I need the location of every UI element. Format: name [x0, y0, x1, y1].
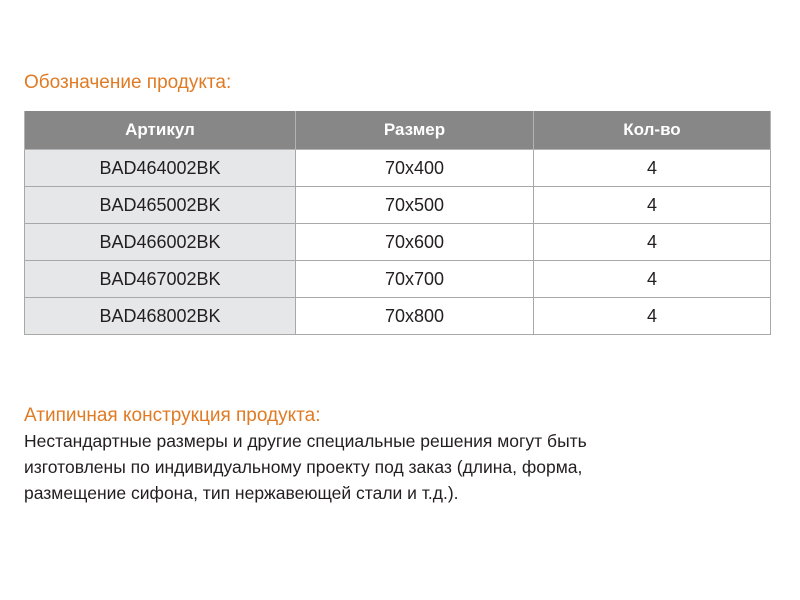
sku-cell: BAD464002BK: [25, 150, 296, 187]
qty-cell: 4: [534, 298, 771, 335]
atypical-design-title: Атипичная конструкция продукта:: [24, 405, 321, 426]
size-cell: 70x400: [296, 150, 534, 187]
qty-cell: 4: [534, 261, 771, 298]
sku-cell: BAD467002BK: [25, 261, 296, 298]
table-row: [25, 261, 771, 298]
qty-cell: 4: [534, 187, 771, 224]
size-cell: 70x800: [296, 298, 534, 335]
description-line: размещение сифона, тип нержавеющей стали и т.д.).: [24, 483, 459, 503]
table-row: [25, 150, 771, 187]
size-cell: 70x700: [296, 261, 534, 298]
qty-cell: 4: [534, 150, 771, 187]
atypical-design-description: [24, 428, 764, 506]
description-line: Нестандартные размеры и другие специальные решения могут быть: [24, 431, 587, 451]
size-cell: 70x500: [296, 187, 534, 224]
qty-cell: 4: [534, 224, 771, 261]
column-header-qty: Кол-во: [534, 111, 771, 150]
table-row: [25, 298, 771, 335]
description-line: изготовлены по индивидуальному проекту под заказ (длина, форма,: [24, 457, 583, 477]
product-designation-title: Обозначение продукта:: [24, 72, 232, 93]
size-cell: 70x600: [296, 224, 534, 261]
sku-cell: BAD465002BK: [25, 187, 296, 224]
sku-cell: BAD468002BK: [25, 298, 296, 335]
table-header-row: [25, 111, 771, 150]
product-table: [24, 111, 771, 335]
table-row: [25, 224, 771, 261]
table-row: [25, 187, 771, 224]
sku-cell: BAD466002BK: [25, 224, 296, 261]
column-header-sku: Артикул: [25, 111, 296, 150]
column-header-size: Размер: [296, 111, 534, 150]
